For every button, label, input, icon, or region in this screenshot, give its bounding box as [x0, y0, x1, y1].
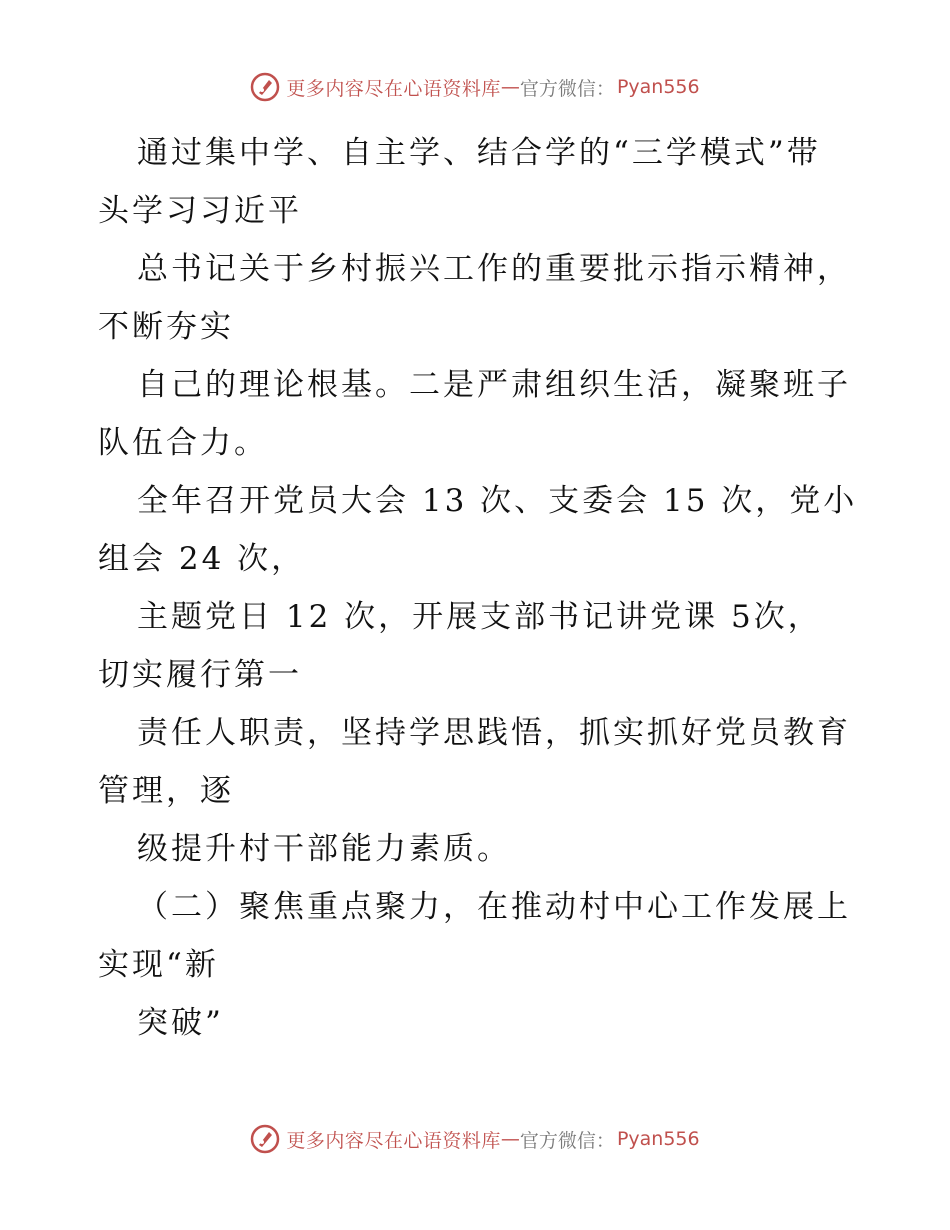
header-watermark: [0, 72, 950, 102]
watermark-wechat-id: Pyan556: [616, 76, 700, 98]
pen-nib-logo-icon: [250, 1124, 280, 1154]
watermark-separator: —: [500, 76, 520, 98]
text-line: 通过集中学、自主学、结合学的“三学模式”带: [137, 135, 821, 171]
text-line: 全年召开党员大会 13 次、支委会 15 次，党小: [137, 483, 858, 519]
text-line: 管理，逐: [98, 773, 234, 809]
text-line: 级提升村干部能力素质。: [137, 831, 511, 867]
text-line: （二）聚焦重点聚力，在推动村中心工作发展上: [137, 889, 851, 925]
text-line: 切实履行第一: [98, 657, 302, 693]
text-line: 头学习习近平: [98, 193, 302, 229]
text-line: 不断夯实: [98, 309, 234, 345]
watermark-site: 更多内容尽在心语资料库: [286, 1129, 501, 1152]
text-line: 实现“新: [98, 947, 219, 983]
document-body: [98, 124, 858, 1052]
text-line: 突破”: [137, 1005, 224, 1041]
text-line: 责任人职责，坚持学思践悟，抓实抓好党员教育: [137, 715, 851, 751]
text-line: 队伍合力。: [98, 425, 268, 461]
watermark-wechat-label: 官方微信：: [519, 1129, 615, 1152]
footer-watermark: [0, 1124, 950, 1154]
watermark-wechat-label: 官方微信：: [519, 77, 615, 100]
pen-nib-logo-icon: [250, 72, 280, 102]
watermark-wechat-id: Pyan556: [616, 1128, 700, 1150]
text-line: 主题党日 12 次，开展支部书记讲党课 5次，: [137, 599, 822, 635]
text-line: 自己的理论根基。二是严肃组织生活，凝聚班子: [137, 367, 851, 403]
watermark-separator: —: [500, 1128, 520, 1150]
text-line: 组会 24 次，: [98, 541, 306, 577]
text-line: 总书记关于乡村振兴工作的重要批示指示精神，: [137, 251, 851, 287]
watermark-site: 更多内容尽在心语资料库: [286, 77, 501, 100]
